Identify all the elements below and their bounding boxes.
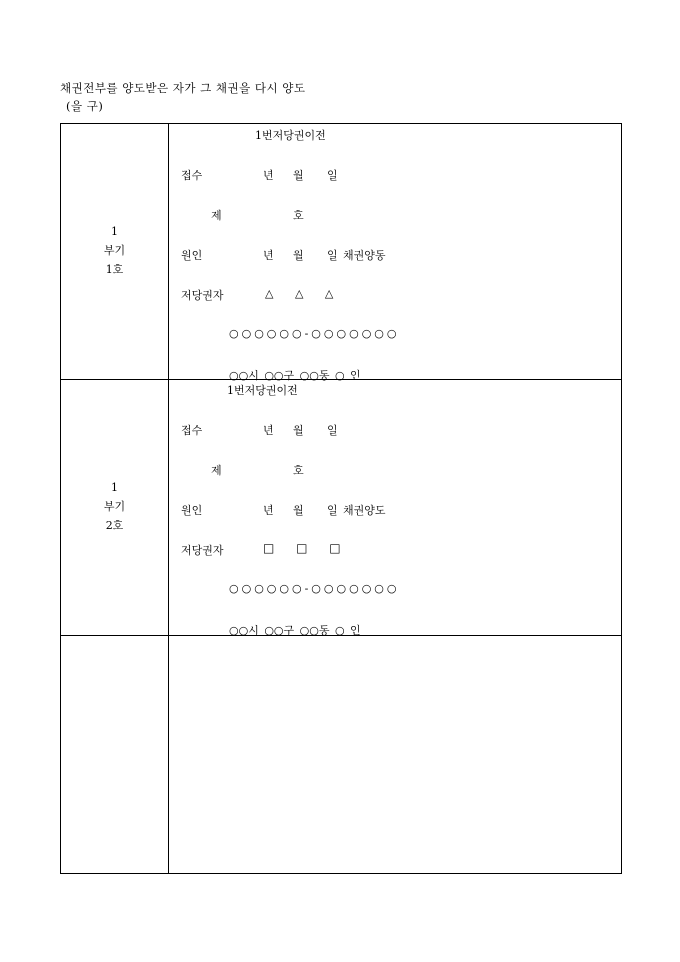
registration-number: ○○○○○○-○○○○○○○ [229,327,400,340]
cause-month: 월 [293,249,304,262]
year-label: 년 [263,424,274,437]
cause-year: 년 [263,249,274,262]
registry-table [60,123,622,874]
cause-day: 일 [327,249,338,262]
header-subtitle: (을 구) [66,99,104,113]
table-row [61,636,622,874]
cause-day: 일 [327,504,338,517]
cause-month: 월 [293,504,304,517]
rank-sub-number: 2호 [105,519,124,532]
month-label: 월 [293,169,304,182]
content-cell-empty [169,636,622,874]
cause-value: 채권양도 [343,504,386,517]
rank-cell-empty [61,636,169,874]
holder-label: 저당권자 [181,289,224,302]
number-label: 제 [211,209,222,222]
table-row [61,124,622,380]
cause-label: 원인 [181,249,203,262]
day-label: 일 [327,169,338,182]
content-cell [169,124,622,380]
day-label: 일 [327,424,338,437]
number-label: 제 [211,464,222,477]
purpose-text: 1번저당권이전 [255,129,326,142]
content-cell [169,380,622,636]
rank-number: 1 [111,481,118,494]
rank-cell [61,380,169,636]
address-text: ○○시 ○○구 ○○동 ○ 인 [229,369,361,382]
rank-cell [61,124,169,380]
number-unit: 호 [293,209,304,222]
rank-section: 부기 [103,500,126,513]
rank-number: 1 [111,225,118,238]
receipt-label: 접수 [181,424,203,437]
purpose-text: 1번저당권이전 [227,384,298,397]
header-title: 채권전부를 양도받은 자가 그 채권을 다시 양도 [60,81,306,95]
registration-number: ○○○○○○-○○○○○○○ [229,582,400,595]
cause-label: 원인 [181,504,203,517]
holder-marks: △ △ △ [265,287,337,300]
rank-section: 부기 [103,244,126,257]
table-row [61,380,622,636]
year-label: 년 [263,169,274,182]
holder-label: 저당권자 [181,544,224,557]
holder-marks: □ □ □ [263,541,344,555]
address-text: ○○시 ○○구 ○○동 ○ 인 [229,624,361,637]
receipt-label: 접수 [181,169,203,182]
month-label: 월 [293,424,304,437]
cause-year: 년 [263,504,274,517]
cause-value: 채권양동 [343,249,386,262]
rank-sub-number: 1호 [105,263,124,276]
number-unit: 호 [293,464,304,477]
